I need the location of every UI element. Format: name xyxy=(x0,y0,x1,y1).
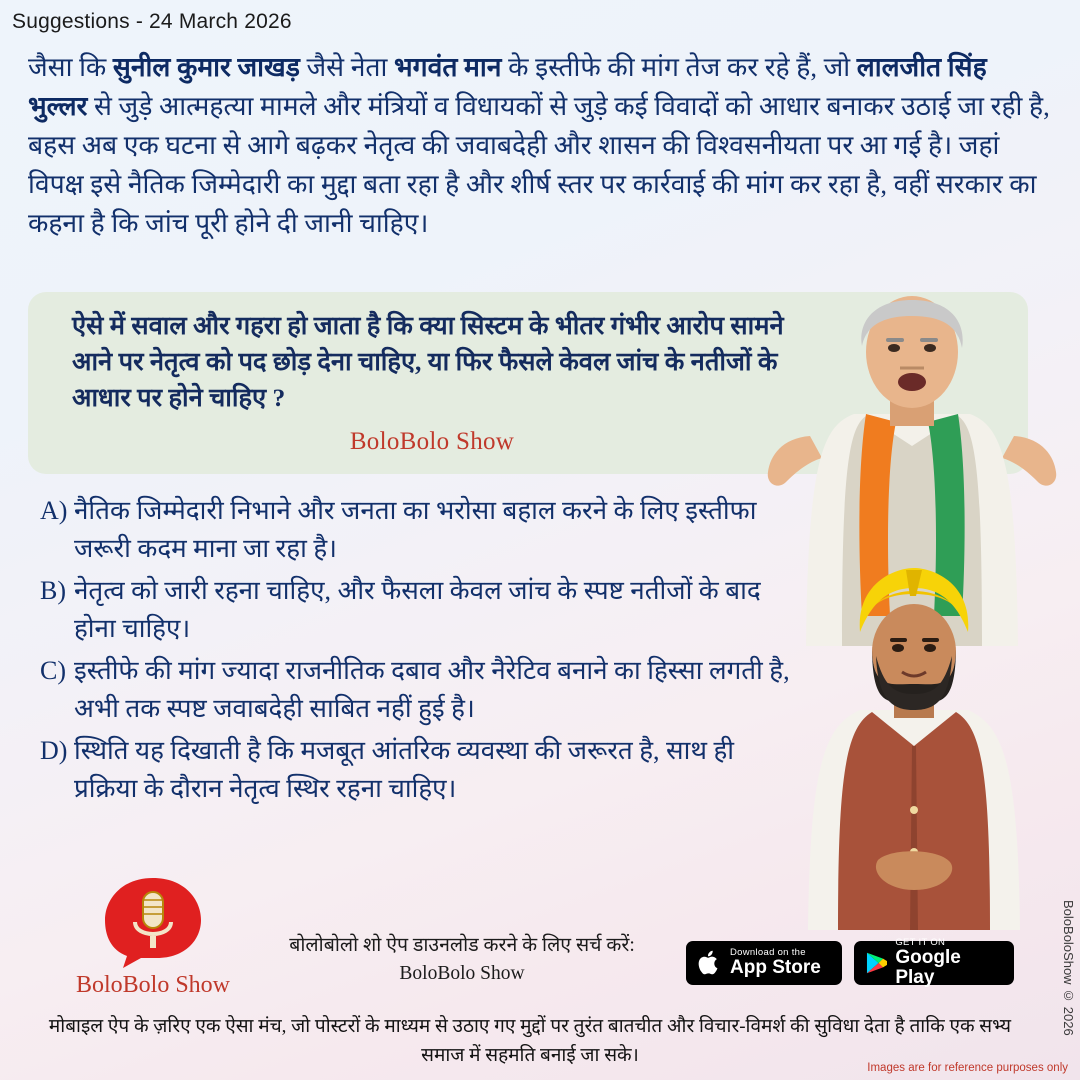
option-d[interactable] xyxy=(40,732,800,808)
mic-logo-icon xyxy=(101,876,205,968)
option-a-text: नैतिक जिम्मेदारी निभाने और जनता का भरोसा बहाल करने के लिए इस्तीफा जरूरी कदम माना जा रहा है। xyxy=(74,496,757,563)
option-c-text: इस्तीफे की मांग ज्यादा राजनीतिक दबाव और नैरेटिव बनाने का हिस्सा लगती है, अभी तक स्पष्ट जवाबदेही साबित नहीं हुई है। xyxy=(74,656,790,723)
intro-part-3: के इस्तीफे की मांग तेज कर रहे हैं, जो xyxy=(501,52,857,82)
option-c-key: C) xyxy=(40,656,66,685)
app-store-big-label: App Store xyxy=(730,957,821,979)
footer-logo-name: BoloBolo Show xyxy=(75,972,231,998)
intro-part-4: से जुड़े आत्महत्या मामले और मंत्रियों व विधायकों से जुड़े कई विवादों को आधार बनाकर उठाई जा रही है, बहस अब एक घटना से आगे बढ़कर नेतृत्व की जवाबदेही और शासन की विश्वसनीयता पर आ गई है। जहां विपक्ष इसे नैतिक जिम्मेदारी का मुद्दा बता रहा है और शीर्ष स्तर पर कार्रवाई की मांग कर रहा है, वहीं सरकार का कहना है कि जांच पूरी होने दी जानी चाहिए। xyxy=(28,91,1050,238)
google-play-small-label: GET IT ON xyxy=(895,937,946,949)
option-d-key: D) xyxy=(40,736,68,765)
footer-tagline: मोबाइल ऐप के ज़रिए एक ऐसा मंच, जो पोस्टरों के माध्यम से उठाए गए मुद्दों पर तुरंत बातचीत और विचार-विमर्श की सुविधा देता है ताकि एक सभ्य समाज में सहमति बनाई जा सके। xyxy=(48,1016,1012,1066)
download-prompt-line2: BoloBolo Show xyxy=(399,963,525,984)
politician-photo-bottom xyxy=(794,560,1034,930)
footer-logo xyxy=(58,876,248,999)
page-title: Suggestions - 24 March 2026 xyxy=(12,10,292,33)
option-b-text: नेतृत्व को जारी रहना चाहिए, और फैसला केवल जांच के स्पष्ट नतीजों के बाद होना चाहिए। xyxy=(74,576,761,643)
google-play-icon xyxy=(866,951,887,975)
google-play-big-label: Google Play xyxy=(895,947,961,988)
google-play-button[interactable] xyxy=(854,937,1014,988)
download-prompt xyxy=(262,932,662,988)
app-store-button[interactable] xyxy=(686,941,842,985)
intro-bold-2: भगवंत मान xyxy=(394,52,502,82)
intro-part-1: जैसा कि xyxy=(28,52,113,82)
question-brand-label: BoloBolo Show xyxy=(349,428,515,455)
app-store-small-label: Download on the xyxy=(730,947,806,959)
reference-note: Images are for reference purposes only xyxy=(867,1062,1068,1074)
options-list xyxy=(40,492,800,812)
option-b-key: B) xyxy=(40,576,66,605)
option-a[interactable] xyxy=(40,492,800,568)
copyright-label: BoloBoloShow © 2026 xyxy=(1061,900,1076,1036)
download-prompt-line1: बोलोबोलो शो ऐप डाउनलोड करने के लिए सर्च करें: xyxy=(289,935,635,956)
intro-part-2: जैसे नेता xyxy=(299,52,395,82)
option-c[interactable] xyxy=(40,652,800,728)
intro-paragraph xyxy=(28,48,1052,243)
header-bar xyxy=(0,0,1080,44)
apple-icon xyxy=(698,949,722,977)
option-b[interactable] xyxy=(40,572,800,648)
intro-bold-3: लालजीत सिंह भुल्लर xyxy=(28,52,987,121)
intro-bold-1: सुनील कुमार जाखड़ xyxy=(112,52,300,82)
option-d-text: स्थिति यह दिखाती है कि मजबूत आंतरिक व्यवस्था की जरूरत है, साथ ही प्रक्रिया के दौरान नेतृत्व स्थिर रहना चाहिए। xyxy=(74,736,735,803)
option-a-key: A) xyxy=(40,496,68,525)
question-text: ऐसे में सवाल और गहरा हो जाता है कि क्या सिस्टम के भीतर गंभीर आरोप सामने आने पर नेतृत्व को पद छोड़ देना चाहिए, या फिर फैसले केवल जांच के नतीजों के आधार पर होने चाहिए ? xyxy=(72,311,784,412)
